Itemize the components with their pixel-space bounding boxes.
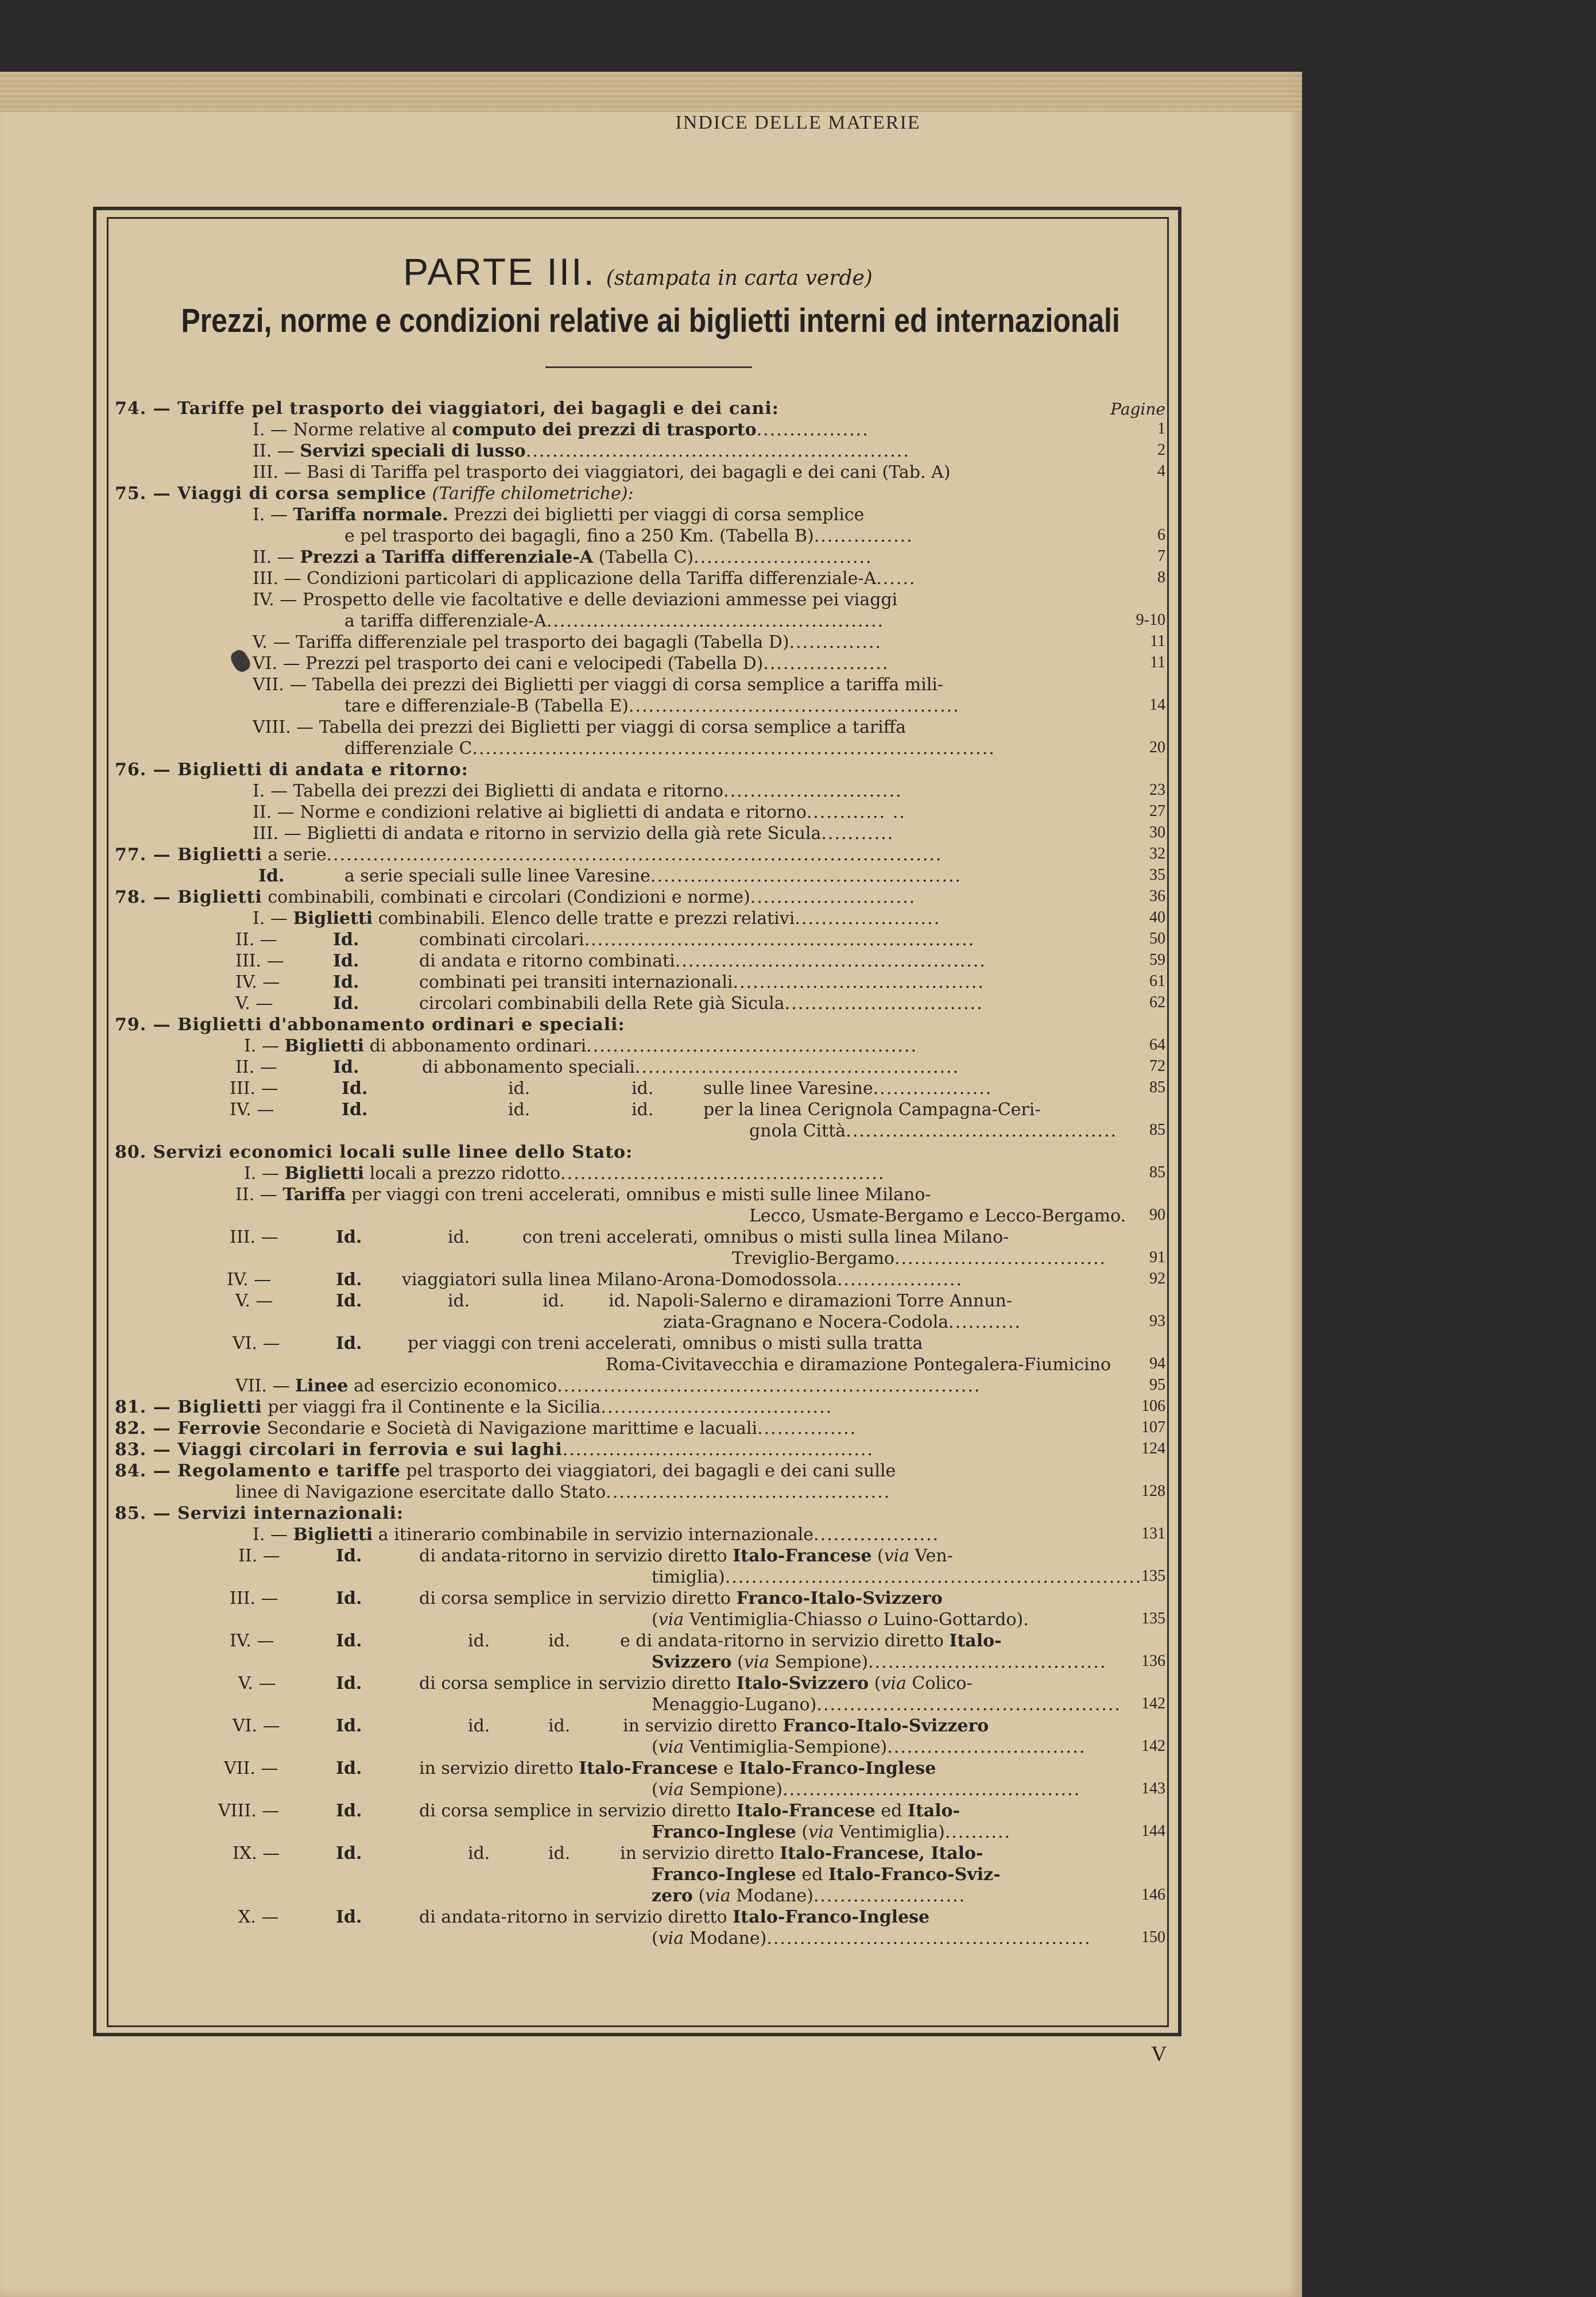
toc-entry[interactable]: VII. — Id. in servizio diretto Italo-Francese e Italo-Franco-Inglese — [224, 1758, 936, 1778]
toc-entry[interactable]: (via Ventimiglia-Chiasso o Luino-Gottardo). 135 — [652, 1610, 1165, 1630]
toc-entry-77[interactable]: 77. — Biglietti a serie............................................................................................. 32 — [115, 845, 1165, 865]
toc-entry-83[interactable]: 83. — Viaggi circolari in ferrovia e sui laghi............................................... 124 — [115, 1440, 1165, 1460]
toc-entry-80[interactable]: 80. Servizi economici locali sulle linee dello Stato: — [115, 1142, 633, 1162]
page-folio: V — [1151, 2042, 1167, 2066]
toc-entry[interactable]: linee di Navigazione esercitate dallo Stato........................................... 128 — [235, 1482, 1165, 1502]
part-note: (stampata in carta verde) — [606, 266, 873, 290]
toc-entry[interactable]: I. — Biglietti di abbonamento ordinari.................................................. 64 — [244, 1036, 1165, 1056]
toc-entry[interactable]: Franco-Inglese (via Ventimiglia).......... 144 — [652, 1822, 1165, 1842]
toc-entry[interactable]: IV. — Id. viaggiatori sulla linea Milano-Arona-Domodossola................... 92 — [227, 1270, 1165, 1290]
toc-entry[interactable]: I. — Biglietti combinabili. Elenco delle tratte e prezzi relativi...................... 40 — [253, 908, 1165, 929]
toc-entry[interactable]: III. — Id. di corsa semplice in servizio diretto Franco-Italo-Svizzero — [230, 1588, 943, 1608]
toc-entry[interactable]: III. — Id. id. con treni accelerati, omnibus o misti sulla linea Milano- — [230, 1227, 1009, 1247]
toc-entry[interactable]: Svizzero (via Sempione).................................... 136 — [652, 1652, 1165, 1672]
toc-entry[interactable]: IV. — Id. id. id. e di andata-ritorno in servizio diretto Italo- — [230, 1631, 1002, 1651]
toc-entry[interactable]: II. — Id. combinati circolari........................................................... 50 — [235, 930, 1165, 950]
toc-entry[interactable]: II. — Id. di andata-ritorno in servizio diretto Italo-Francese (via Ven- — [238, 1546, 953, 1566]
toc-entry[interactable]: differenziale C............................................................................... 20 — [344, 738, 1165, 759]
toc-entry[interactable]: Lecco, Usmate-Bergamo e Lecco-Bergamo. 90 — [749, 1206, 1165, 1226]
toc-entry[interactable]: e pel trasporto dei bagagli, fino a 250 Km. (Tabella B)............... 6 — [344, 526, 1165, 546]
toc-entry[interactable]: ziata-Gragnano e Nocera-Codola........... 93 — [663, 1312, 1165, 1332]
toc-entry[interactable]: IV. — Id. id. id. per la linea Cerignola Campagna-Ceri- — [230, 1100, 1041, 1120]
toc-entry[interactable]: X. — Id. di andata-ritorno in servizio diretto Italo-Franco-Inglese — [238, 1907, 930, 1927]
toc-entry[interactable]: I. — Biglietti a itinerario combinabile in servizio internazionale................... 131 — [253, 1525, 1165, 1545]
toc-entry[interactable]: V. — Id. di corsa semplice in servizio diretto Italo-Svizzero (via Colico- — [238, 1673, 973, 1693]
toc-entry[interactable]: timiglia)............................................................... 135 — [652, 1567, 1165, 1587]
toc-entry[interactable]: III. — Condizioni particolari di applicazione della Tariffa differenziale-A...... 8 — [253, 569, 1165, 589]
toc-entry-82[interactable]: 82. — Ferrovie Secondarie e Società di Navigazione marittime e lacuali............... 107 — [115, 1418, 1165, 1438]
toc-entry-79[interactable]: 79. — Biglietti d'abbonamento ordinari e speciali: — [115, 1015, 625, 1035]
toc-entry[interactable]: I. — Norme relative al computo dei prezzi di trasporto................. 1 — [253, 420, 1165, 440]
toc-entry-85[interactable]: 85. — Servizi internazionali: — [115, 1503, 404, 1523]
toc-entry[interactable]: Menaggio-Lugano).............................................. 142 — [652, 1695, 1165, 1715]
part-label: PARTE III. — [403, 250, 596, 293]
toc-entry[interactable]: I. — Biglietti locali a prezzo ridotto................................................. 85 — [244, 1163, 1165, 1184]
toc-entry[interactable]: Treviglio-Bergamo................................ 91 — [732, 1248, 1165, 1269]
toc-entry-78[interactable]: 78. — Biglietti combinabili, combinati e circolari (Condizioni e norme)......................... 36 — [115, 887, 1165, 907]
toc-entry[interactable]: V. — Tariffa differenziale pel trasporto dei bagagli (Tabella D).............. 11 — [253, 632, 1165, 652]
toc-entry[interactable]: II. — Norme e condizioni relative ai biglietti di andata e ritorno............ .. 27 — [253, 802, 1165, 822]
toc-entry-76[interactable]: 76. — Biglietti di andata e ritorno: — [115, 760, 468, 780]
toc-entry[interactable]: I. — Tabella dei prezzi dei Biglietti di andata e ritorno........................... 23 — [253, 781, 1165, 801]
page-title: Prezzi, norme e condizioni relative ai biglietti interni ed internazionali — [181, 302, 1120, 339]
toc-entry[interactable]: III. — Id. id. id. sulle linee Varesine.................. 85 — [230, 1078, 1165, 1099]
toc-entry[interactable]: Franco-Inglese ed Italo-Franco-Sviz- — [652, 1865, 1001, 1885]
pagine-label: Pagine — [1110, 400, 1165, 419]
page-edge — [0, 72, 1302, 112]
toc-entry[interactable]: IV. — Prospetto delle vie facoltative e delle deviazioni ammesse pei viaggi — [253, 590, 898, 610]
part-heading — [107, 250, 1169, 293]
title-rule — [545, 366, 752, 368]
toc-entry[interactable]: IV. — Id. combinati pei transiti internazionali...................................... 61 — [235, 972, 1165, 992]
toc-entry[interactable]: gnola Città......................................... 85 — [749, 1121, 1165, 1141]
toc-entry[interactable]: (via Sempione)............................................. 143 — [652, 1780, 1165, 1800]
toc-entry[interactable]: II. — Servizi speciali di lusso.......................................................... 2 — [253, 441, 1165, 461]
toc-entry[interactable]: VI. — Id. id. id. in servizio diretto Franco-Italo-Svizzero — [233, 1716, 989, 1736]
toc-entry[interactable]: VIII. — Id. di corsa semplice in servizio diretto Italo-Francese ed Italo- — [218, 1801, 960, 1821]
toc-entry[interactable]: (via Modane)................................................. 150 — [652, 1928, 1165, 1948]
toc-entry[interactable]: VI. — Id. per viaggi con treni accelerati, omnibus o misti sulla tratta — [233, 1333, 923, 1354]
toc-entry[interactable]: Roma-Civitavecchia e diramazione Pontegalera-Fiumicino 94 — [606, 1355, 1165, 1375]
toc-entry[interactable]: VIII. — Tabella dei prezzi dei Biglietti per viaggi di corsa semplice a tariffa — [253, 717, 906, 737]
toc-entry[interactable]: VII. — Tabella dei prezzi dei Biglietti per viaggi di corsa semplice a tariffa mili- — [253, 675, 944, 695]
table-of-contents — [115, 396, 1165, 1947]
running-head: INDICE DELLE MATERIE — [675, 112, 921, 133]
toc-entry[interactable]: II. — Tariffa per viaggi con treni accelerati, omnibus e misti sulle linee Milano- — [235, 1185, 931, 1205]
toc-entry[interactable]: III. — Biglietti di andata e ritorno in servizio della già rete Sicula........... 30 — [253, 823, 1165, 844]
toc-entry[interactable]: V. — Id. circolari combinabili della Rete già Sicula.............................. 62 — [235, 993, 1165, 1014]
toc-entry[interactable]: VII. — Linee ad esercizio economico................................................................ 95 — [235, 1376, 1165, 1396]
toc-entry[interactable]: VI. — Prezzi pel trasporto dei cani e velocipedi (Tabella D)................... 11 — [253, 653, 1165, 674]
toc-entry[interactable]: V. — Id. id. id. id. Napoli-Salerno e diramazioni Torre Annun- — [235, 1291, 1013, 1311]
toc-entry[interactable]: a tariffa differenziale-A................................................... 9-10 — [344, 611, 1165, 631]
toc-entry[interactable]: Id. a serie speciali sulle linee Varesine............................................... 35 — [258, 866, 1165, 886]
toc-entry[interactable]: zero (via Modane)....................... 146 — [652, 1886, 1165, 1906]
toc-entry[interactable]: III. — Basi di Tariffa pel trasporto dei viaggiatori, dei bagagli e dei cani (Tab. A) 4 — [253, 462, 1165, 482]
toc-entry[interactable]: IX. — Id. id. id. in servizio diretto Italo-Francese, Italo- — [233, 1843, 983, 1863]
toc-entry-84[interactable]: 84. — Regolamento e tariffe pel trasporto dei viaggiatori, dei bagagli e dei cani sulle — [115, 1461, 896, 1481]
toc-entry-75[interactable]: 75. — Viaggi di corsa semplice (Tariffe chilometriche): — [115, 484, 634, 504]
toc-entry[interactable]: II. — Id. di abbonamento speciali................................................. 72 — [235, 1057, 1165, 1077]
toc-entry-74[interactable]: 74. — Tariffe pel trasporto dei viaggiatori, dei bagagli e dei cani: Pagine — [115, 399, 1165, 419]
toc-entry[interactable]: tare e differenziale-B (Tabella E).................................................. 14 — [344, 696, 1165, 716]
toc-entry[interactable]: II. — Prezzi a Tariffa differenziale-A (Tabella C)........................... 7 — [253, 547, 1165, 567]
toc-entry[interactable]: (via Ventimiglia-Sempione).............................. 142 — [652, 1737, 1165, 1757]
toc-entry[interactable]: III. — Id. di andata e ritorno combinati............................................... 59 — [235, 951, 1165, 971]
toc-entry[interactable]: I. — Tariffa normale. Prezzi dei biglietti per viaggi di corsa semplice — [253, 505, 865, 525]
toc-entry-81[interactable]: 81. — Biglietti per viaggi fra il Continente e la Sicilia................................... 106 — [115, 1397, 1165, 1417]
